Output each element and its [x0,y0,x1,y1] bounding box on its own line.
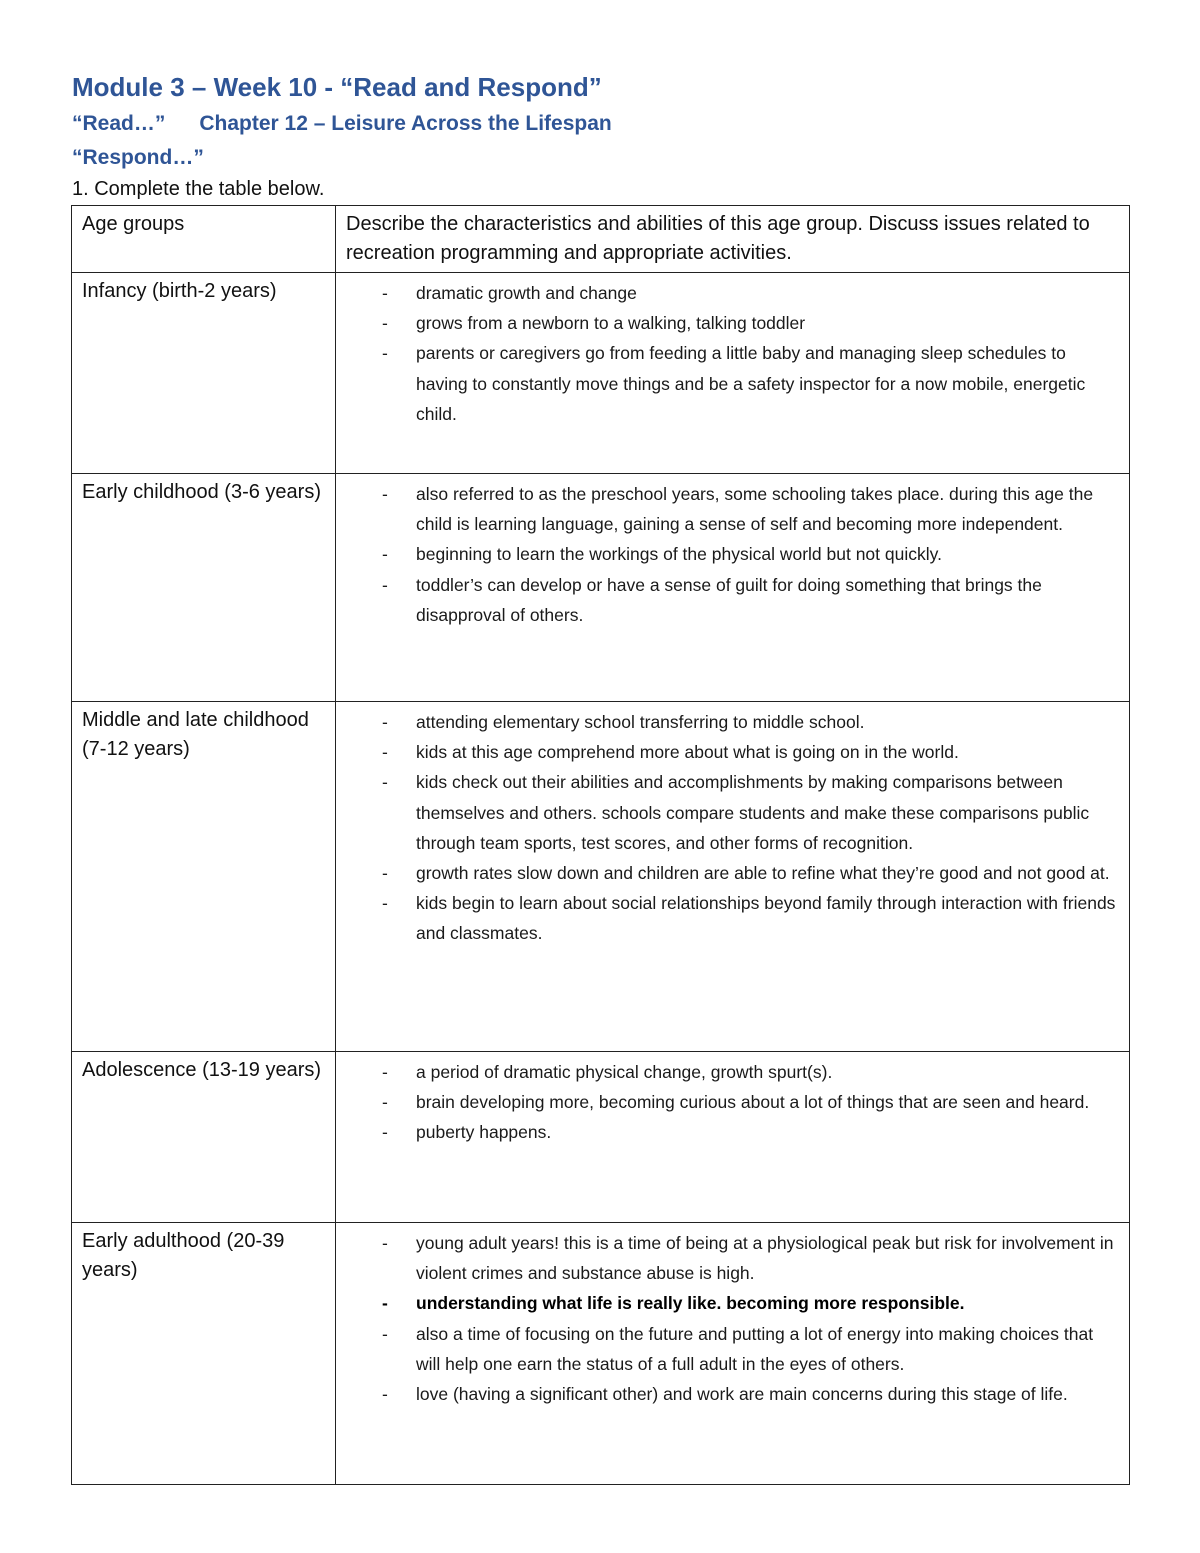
list-item: - a period of dramatic physical change, growth spurt(s). [336,1057,1117,1087]
list-item: - grows from a newborn to a walking, talking toddler [336,308,1117,338]
table-row-infancy [72,273,1130,474]
chapter-title: Chapter 12 – Leisure Across the Lifespan [199,112,612,135]
table-row-adolescence [72,1052,1130,1223]
bullet-list [336,702,1129,949]
description-cell [336,474,1130,702]
bullet-list [336,1052,1129,1148]
bullet-list [336,273,1129,429]
list-item: - parents or caregivers go from feeding a little baby and managing sleep schedules to having to constantly move things and be a safety inspector for a now mobile, energetic child. [336,338,1117,429]
age-cell [72,1223,336,1485]
list-item: - kids begin to learn about social relationships beyond family through interaction with friends and classmates. [336,888,1117,948]
header-description: Describe the characteristics and abilities of this age group. Discuss issues related to recreation programming and appropriate activities. [346,213,1090,264]
list-item: - puberty happens. [336,1117,1117,1147]
description-cell [336,273,1130,474]
list-item: - love (having a significant other) and work are main concerns during this stage of life. [336,1379,1117,1409]
age-cell [72,1052,336,1223]
description-cell [336,702,1130,1052]
list-item: - kids check out their abilities and accomplishments by making comparisons between themselves and others. schools compare students and make these comparisons public through team sports, test scores, and other forms of recognition. [336,767,1117,858]
bullet-list [336,1223,1129,1409]
bullet-list [336,474,1129,630]
table-header-row [72,206,1130,273]
read-label: “Read…” [72,112,166,135]
age-group-label: Adolescence (13-19 years) [82,1059,322,1081]
page-title: Module 3 – Week 10 - “Read and Respond” [72,72,602,102]
list-item: - attending elementary school transferring to middle school. [336,707,1117,737]
respond-label: “Respond…” [72,146,204,169]
age-group-label: Early childhood (3-6 years) [82,481,321,503]
chapter-line [72,112,612,136]
list-item: - growth rates slow down and children are able to refine what they’re good and not good at. [336,858,1117,888]
instruction-text: 1. Complete the table below. [72,178,325,200]
list-item: - also referred to as the preschool years, some schooling takes place. during this age the child is learning language, gaining a sense of self and becoming more independent. [336,479,1117,539]
table-row-early-adulthood [72,1223,1130,1485]
table-row-middle-late-childhood [72,702,1130,1052]
description-cell [336,1052,1130,1223]
list-item: - kids at this age comprehend more about what is going on in the world. [336,737,1117,767]
age-cell [72,273,336,474]
list-item: - brain developing more, becoming curious about a lot of things that are seen and heard. [336,1087,1117,1117]
list-item: - dramatic growth and change [336,278,1117,308]
list-item: - also a time of focusing on the future and putting a lot of energy into making choices that will help one earn the status of a full adult in the eyes of others. [336,1319,1117,1379]
header-age-groups: Age groups [82,213,185,235]
list-item: - young adult years! this is a time of being at a physiological peak but risk for involvement in violent crimes and substance abuse is high. [336,1228,1117,1288]
list-item: - beginning to learn the workings of the physical world but not quickly. [336,539,1117,569]
list-item: - toddler’s can develop or have a sense of guilt for doing something that brings the disapproval of others. [336,570,1117,630]
age-group-label: Infancy (birth-2 years) [82,280,277,302]
age-groups-table [71,205,1130,1485]
header-cell-age-groups [72,206,336,273]
list-item: - understanding what life is really like. becoming more responsible. [336,1288,1117,1318]
age-group-label: Middle and late childhood (7-12 years) [82,709,309,760]
description-cell [336,1223,1130,1485]
age-cell [72,702,336,1052]
header-cell-description [336,206,1130,273]
age-group-label: Early adulthood (20-39 years) [82,1230,285,1281]
age-cell [72,474,336,702]
table-row-early-childhood [72,474,1130,702]
